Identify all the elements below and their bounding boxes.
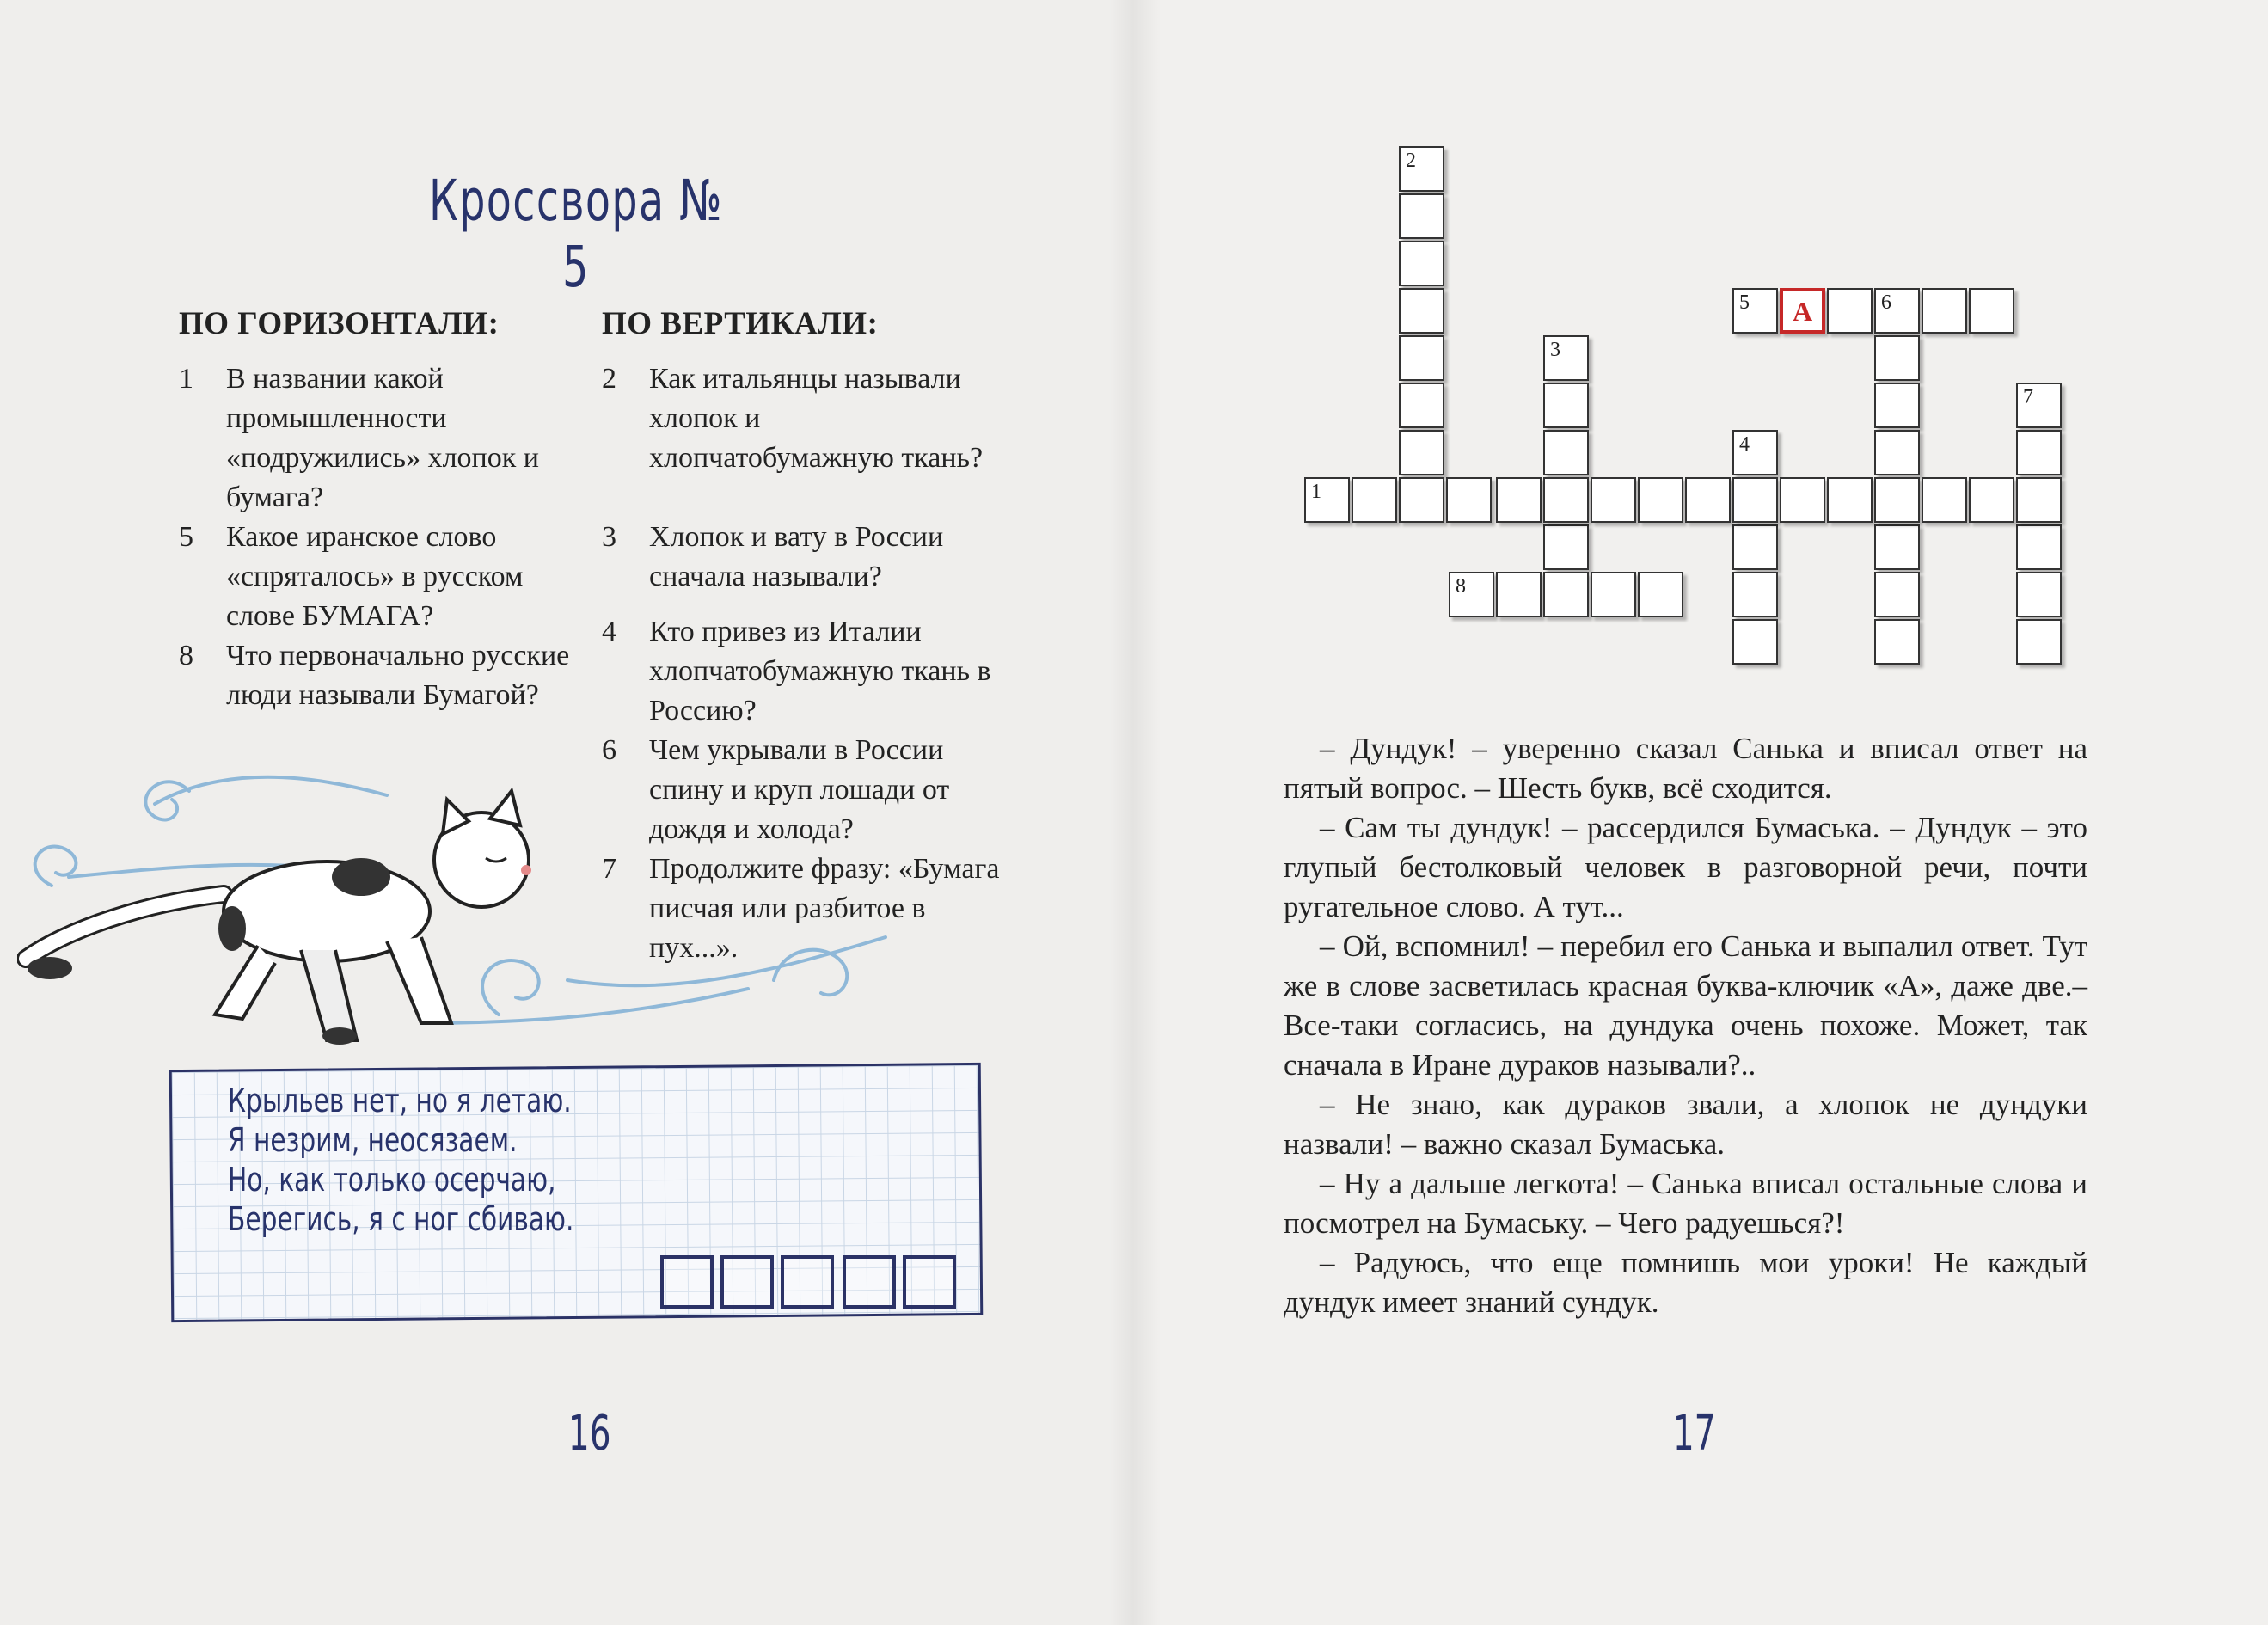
crossword-cell[interactable] (1732, 619, 1778, 665)
crossword-cell[interactable] (2016, 619, 2062, 665)
crossword-cell[interactable] (1399, 146, 1444, 192)
crossword-cell[interactable] (1543, 430, 1589, 475)
crossword-cell[interactable] (1496, 572, 1542, 617)
across-heading: ПО ГОРИЗОНТАЛИ: (179, 306, 500, 341)
crossword-cell[interactable] (1449, 572, 1494, 617)
paragraph: – Не знаю, как дураков звали, а хлопок не дундуки назвали! – важно сказал Бумаська. (1284, 1088, 2087, 1161)
crossword-cell[interactable] (1827, 288, 1873, 334)
clue-text: В названии какой промышленности «подружились» хлопок и бумага? (226, 363, 539, 513)
clue-text: Продолжите фразу: «Бумага писчая или разбитое в пух...». (649, 853, 1000, 964)
crossword-cell[interactable] (2016, 524, 2062, 570)
crossword-cell[interactable] (1496, 477, 1542, 523)
clue-number: 5 (179, 521, 193, 553)
answer-letter-box[interactable] (843, 1255, 896, 1309)
crossword-cell[interactable] (1685, 477, 1731, 523)
clue-number: 1 (179, 363, 193, 395)
crossword-title: Кроссвора № 5 (429, 168, 723, 300)
crossword-cell[interactable] (1969, 288, 2014, 334)
page-number-left: 16 (567, 1406, 611, 1462)
crossword-cell[interactable] (1591, 477, 1636, 523)
story-text (1284, 729, 2087, 1322)
page-number-right: 17 (1672, 1406, 1716, 1462)
crossword-cell[interactable] (2016, 383, 2062, 428)
crossword-cell[interactable] (1874, 619, 1920, 665)
crossword-cell[interactable] (1874, 288, 1920, 334)
clue-number: 3 (602, 521, 616, 553)
cell-number: 6 (1881, 291, 1891, 314)
paragraph: – Ну а дальше легкота! – Санька вписал остальные слова и посмотрел на Бумаську. – Чего радуешься?! (1284, 1167, 2087, 1240)
answer-letter-box[interactable] (781, 1255, 834, 1309)
key-letter: А (1792, 296, 1813, 327)
crossword-cell[interactable] (1543, 335, 1589, 381)
crossword-cell[interactable] (1543, 383, 1589, 428)
paragraph: – Радуюсь, что еще помнишь мои уроки! Не каждый дундук имеет знаний сундук. (1284, 1246, 2087, 1319)
cat (26, 791, 531, 1045)
cell-number: 2 (1406, 150, 1416, 172)
clue-text: Какое иранское слово «спряталось» в русском слове БУМАГА? (226, 521, 524, 632)
crossword-cell[interactable] (1922, 477, 1967, 523)
clue-text: Кто привез из Италии хлопчатобумажную ткань в Россию? (649, 616, 991, 727)
crossword-cell[interactable] (1732, 288, 1778, 334)
clue-text: Как итальянцы называли хлопок и хлопчатобумажную ткань? (649, 363, 984, 474)
riddle-line-3: Но, как только осерчаю, (228, 1161, 556, 1199)
clue-text: Что первоначально русские люди называли Бумагой? (226, 640, 570, 711)
crossword-cell[interactable] (1732, 572, 1778, 617)
clue-text: Чем укрывали в России спину и круп лошади от дождя и холода? (649, 734, 950, 845)
crossword-cell[interactable] (1399, 477, 1444, 523)
crossword-cell[interactable] (1874, 572, 1920, 617)
crossword-cell[interactable] (1304, 477, 1350, 523)
clue-number: 8 (179, 640, 193, 671)
crossword-cell[interactable] (1638, 477, 1683, 523)
crossword-cell[interactable] (1543, 572, 1589, 617)
paragraph: – Ой, вспомнил! – перебил его Санька и выпалил ответ. Тут же в слове засветилась красная буква-ключик «А», даже две.– Все-таки согласись, на дундука очень похоже. Может, так сначала в Иране дураков называли?.. (1284, 929, 2087, 1082)
clue-number: 7 (602, 853, 616, 885)
crossword-cell[interactable] (1780, 477, 1825, 523)
clue-number: 4 (602, 616, 616, 647)
crossword-cell[interactable] (1399, 241, 1444, 286)
cat-wind-illustration (17, 757, 989, 1083)
crossword-cell[interactable] (1827, 477, 1873, 523)
crossword-cell[interactable] (1638, 572, 1683, 617)
answer-letter-box[interactable] (903, 1255, 956, 1309)
crossword-cell[interactable] (1399, 430, 1444, 475)
paragraph: – Дундук! – уверенно сказал Санька и вписал ответ на пятый вопрос. – Шесть букв, всё сходится. (1284, 732, 2087, 805)
key-letter-cell[interactable] (1780, 288, 1825, 334)
cell-number: 1 (1311, 481, 1321, 503)
answer-letter-box[interactable] (720, 1255, 774, 1309)
crossword-cell[interactable] (1732, 477, 1778, 523)
crossword-cell[interactable] (1352, 477, 1397, 523)
crossword-cell[interactable] (1399, 335, 1444, 381)
crossword-cell[interactable] (1874, 430, 1920, 475)
crossword-cell[interactable] (1969, 477, 2014, 523)
crossword-cell[interactable] (1399, 288, 1444, 334)
crossword-cell[interactable] (1543, 524, 1589, 570)
clue-number: 2 (602, 363, 616, 395)
crossword-cell[interactable] (1399, 383, 1444, 428)
cell-number: 4 (1739, 433, 1750, 456)
paragraph: – Сам ты дундук! – рассердился Бумаська. – Дундук – это глупый бестолковый человек в разговорной речи, почти ругательное слово. А тут... (1284, 811, 2087, 923)
crossword-cell[interactable] (1543, 477, 1589, 523)
crossword-cell[interactable] (1874, 524, 1920, 570)
answer-letter-box[interactable] (660, 1255, 714, 1309)
crossword-cell[interactable] (1732, 524, 1778, 570)
cell-number: 8 (1456, 575, 1466, 598)
cell-number: 5 (1739, 291, 1750, 314)
crossword-cell[interactable] (1922, 288, 1967, 334)
cell-number: 7 (2023, 386, 2033, 408)
crossword-cell[interactable] (1591, 572, 1636, 617)
riddle-line-4: Берегись, я с ног сбиваю. (228, 1200, 574, 1238)
crossword-cell[interactable] (1874, 335, 1920, 381)
crossword-cell[interactable] (2016, 572, 2062, 617)
down-heading: ПО ВЕРТИКАЛИ: (602, 306, 879, 341)
crossword-cell[interactable] (1732, 430, 1778, 475)
clue-text: Хлопок и вату в России сначала называли? (649, 521, 944, 592)
crossword-cell[interactable] (1874, 477, 1920, 523)
riddle-line-1: Крыльев нет, но я летаю. (228, 1082, 572, 1119)
crossword-cell[interactable] (2016, 477, 2062, 523)
cell-number: 3 (1550, 339, 1560, 361)
crossword-cell[interactable] (1399, 193, 1444, 239)
clue-number: 6 (602, 734, 616, 766)
crossword-cell[interactable] (1874, 383, 1920, 428)
riddle-line-2: Я незрим, неосязаем. (228, 1121, 518, 1159)
crossword-cell[interactable] (2016, 430, 2062, 475)
book-gutter (1109, 0, 1161, 1625)
crossword-cell[interactable] (1446, 477, 1492, 523)
